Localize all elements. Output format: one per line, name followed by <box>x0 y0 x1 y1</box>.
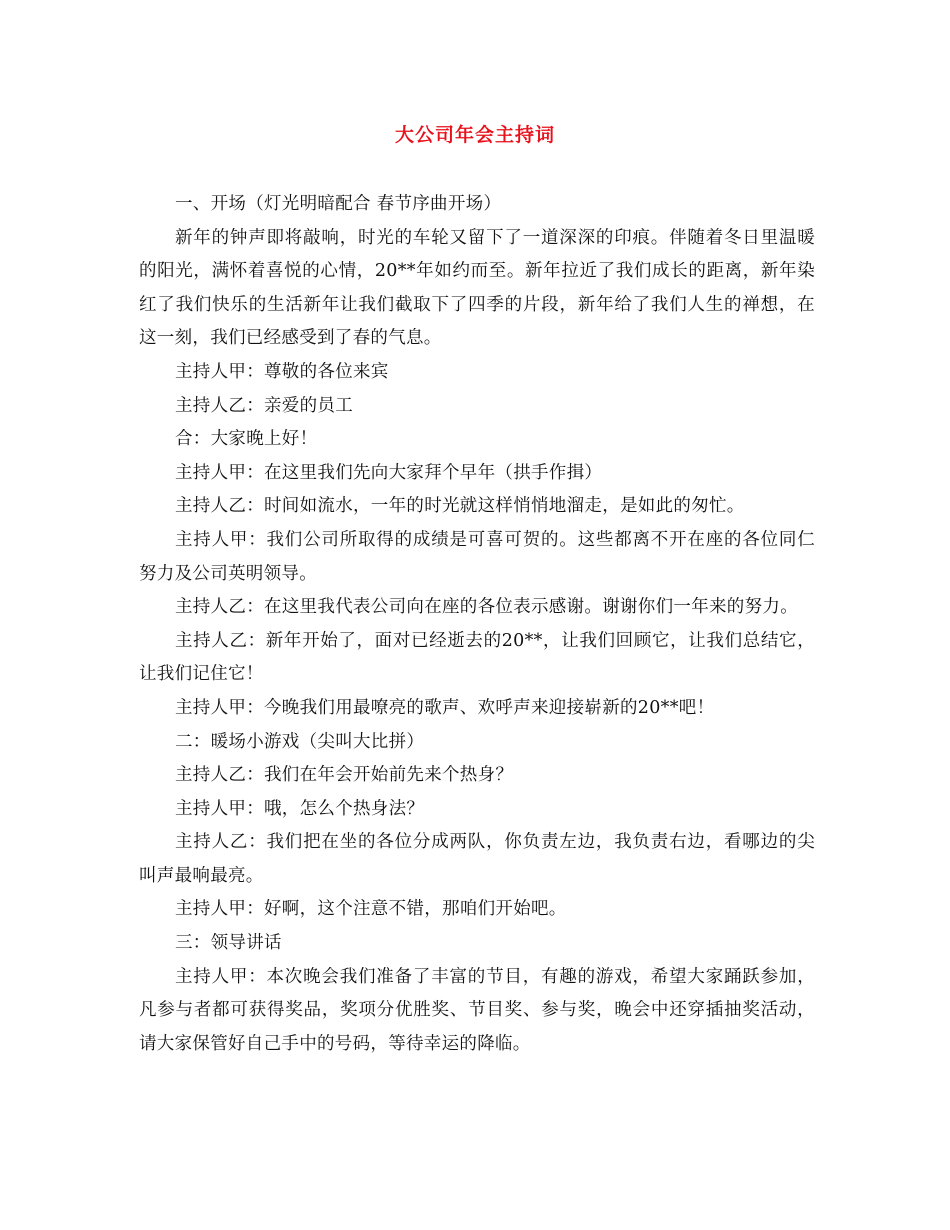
dialogue-line: 主持人乙：亲爱的员工 <box>175 395 353 416</box>
document-title: 大公司年会主持词 <box>394 124 555 146</box>
dialogue-line: 主持人乙：时间如流水，一年的时光就这样悄悄地溜走，是如此的匆忙。 <box>175 496 745 517</box>
dialogue-line: 主持人乙：新年开始了，面对已经逝去的20**，让我们回顾它，让我们总结它，让我们记住它！ <box>139 630 815 685</box>
section-heading-opening: 一、开场（灯光明暗配合 春节序曲开场） <box>175 194 502 214</box>
document-body <box>139 188 815 1061</box>
dialogue-line: 主持人乙：我们把在坐的各位分成两队，你负责左边，我负责右边，看哪边的尖叫声最响最亮。 <box>139 832 815 886</box>
dialogue-line: 主持人甲：好啊，这个注意不错，那咱们开始吧。 <box>175 899 567 920</box>
dialogue-line: 合：大家晚上好！ <box>175 429 318 450</box>
section-heading-leader-speech: 三：领导讲话 <box>175 933 282 954</box>
body-paragraph: 新年的钟声即将敲响，时光的车轮又留下了一道深深的印痕。伴随着冬日里温暖的阳光，满怀着喜悦的心情，20**年如约而至。新年拉近了我们成长的距离，新年染红了我们快乐的生活新年让我们截取下了四季的片段，新年给了我们人生的禅想，在这一刻，我们已经感受到了春的气息。 <box>139 227 815 349</box>
dialogue-line: 主持人乙：在这里我代表公司向在座的各位表示感谢。谢谢你们一年来的努力。 <box>175 597 798 618</box>
dialogue-line: 主持人乙：我们在年会开始前先来个热身？ <box>175 765 514 786</box>
dialogue-line: 主持人甲：我们公司所取得的成绩是可喜可贺的。这些都离不开在座的各位同仁努力及公司英明领导。 <box>139 529 815 584</box>
dialogue-line: 主持人甲：今晚我们用最嘹亮的歌声、欢呼声来迎接崭新的20**吧！ <box>175 697 715 718</box>
dialogue-line: 主持人甲：尊敬的各位来宾 <box>175 361 389 382</box>
dialogue-line: 主持人甲：在这里我们先向大家拜个早年（拱手作揖） <box>175 462 603 483</box>
dialogue-line: 主持人甲：哦，怎么个热身法？ <box>175 798 425 819</box>
dialogue-line: 主持人甲：本次晚会我们准备了丰富的节目，有趣的游戏，希望大家踊跃参加，凡参与者都可获得奖品，奖项分优胜奖、节目奖、参与奖，晚会中还穿插抽奖活动，请大家保管好自己手中的号码，等待幸运的降临。 <box>139 966 815 1054</box>
section-heading-warmup-game: 二：暖场小游戏（尖叫大比拼） <box>175 731 425 752</box>
